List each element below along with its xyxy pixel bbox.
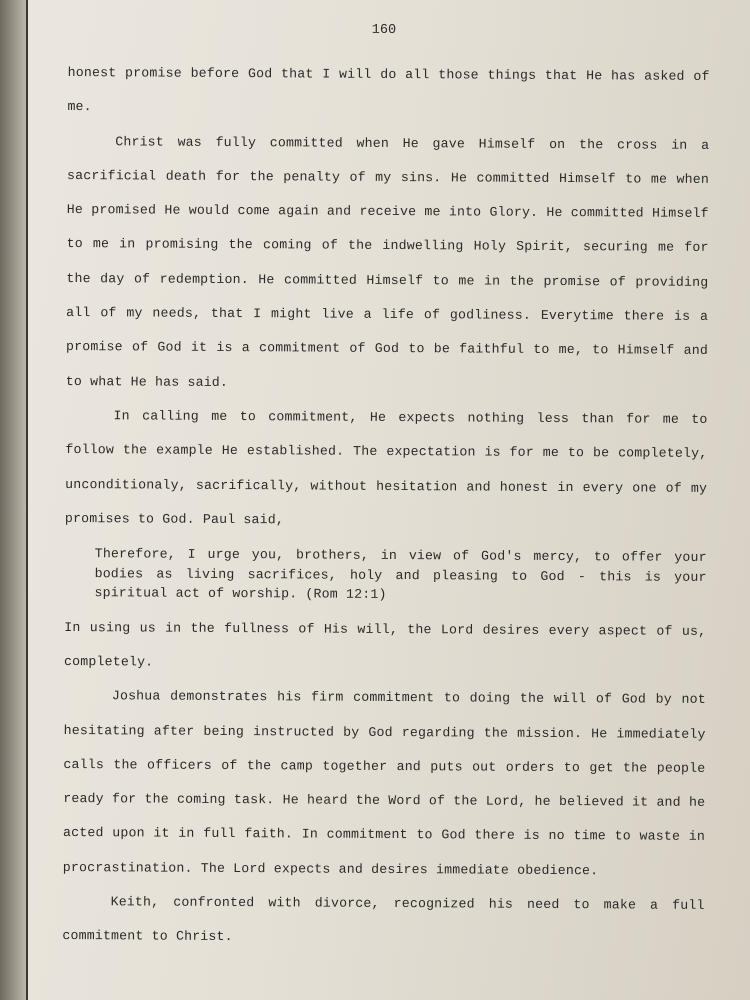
- block-quote-romans: Therefore, I urge you, brothers, in view of God's mercy, to offer your bodies as living sacrifices, holy and pleasing to God - this is your spiritual act of worship. (Rom 12:1): [94, 546, 707, 603]
- binding-line: [26, 0, 28, 1000]
- paragraph-continued: honest promise before God that I will do all those things that He has asked of me.: [67, 64, 710, 115]
- paragraph-calling-to-commitment: In calling me to commitment, He expects nothing less than for me to follow the example He established. The expectation is for me to be completely, unconditionaly, sacrifically, without hesitation and honest in every one of my promises to God. Paul said,: [64, 408, 708, 528]
- binding-edge: [0, 0, 26, 1000]
- page-text: [62, 18, 710, 958]
- paragraph-fullness-of-will: In using us in the fullness of His will, the Lord desires every aspect of us, completely.: [64, 619, 707, 670]
- page-number: 160: [371, 22, 397, 39]
- paragraph-christ-committed: Christ was fully committed when He gave Himself on the cross in a sacrificial death for the penalty of my sins. He committed Himself to me when He promised He would come again and receive me into Glory. He committed Himself to me in promising the coming of the indwelling Holy Spirit, securing me for the day of redemption. He committed Himself to me in the promise of providing all of my needs, that I might live a life of godliness. Everytime there is a promise of God it is a commitment of God to be faithful to me, to Himself and to what He has said.: [65, 133, 710, 390]
- paragraph-keith: Keith, confronted with divorce, recognized his need to make a full commitment to Christ.: [62, 894, 705, 945]
- paragraph-joshua: Joshua demonstrates his firm commitment to doing the will of God by not hesitating after being instructed by God regarding the mission. He immediately calls the officers of the camp together and puts out orders to get the people ready for the coming task. He heard the Word of the Lord, he believed it and he acted upon it in full faith. In commitment to God there is no time to waste in procrastination. The Lord expects and desires immediate obedience.: [62, 688, 706, 878]
